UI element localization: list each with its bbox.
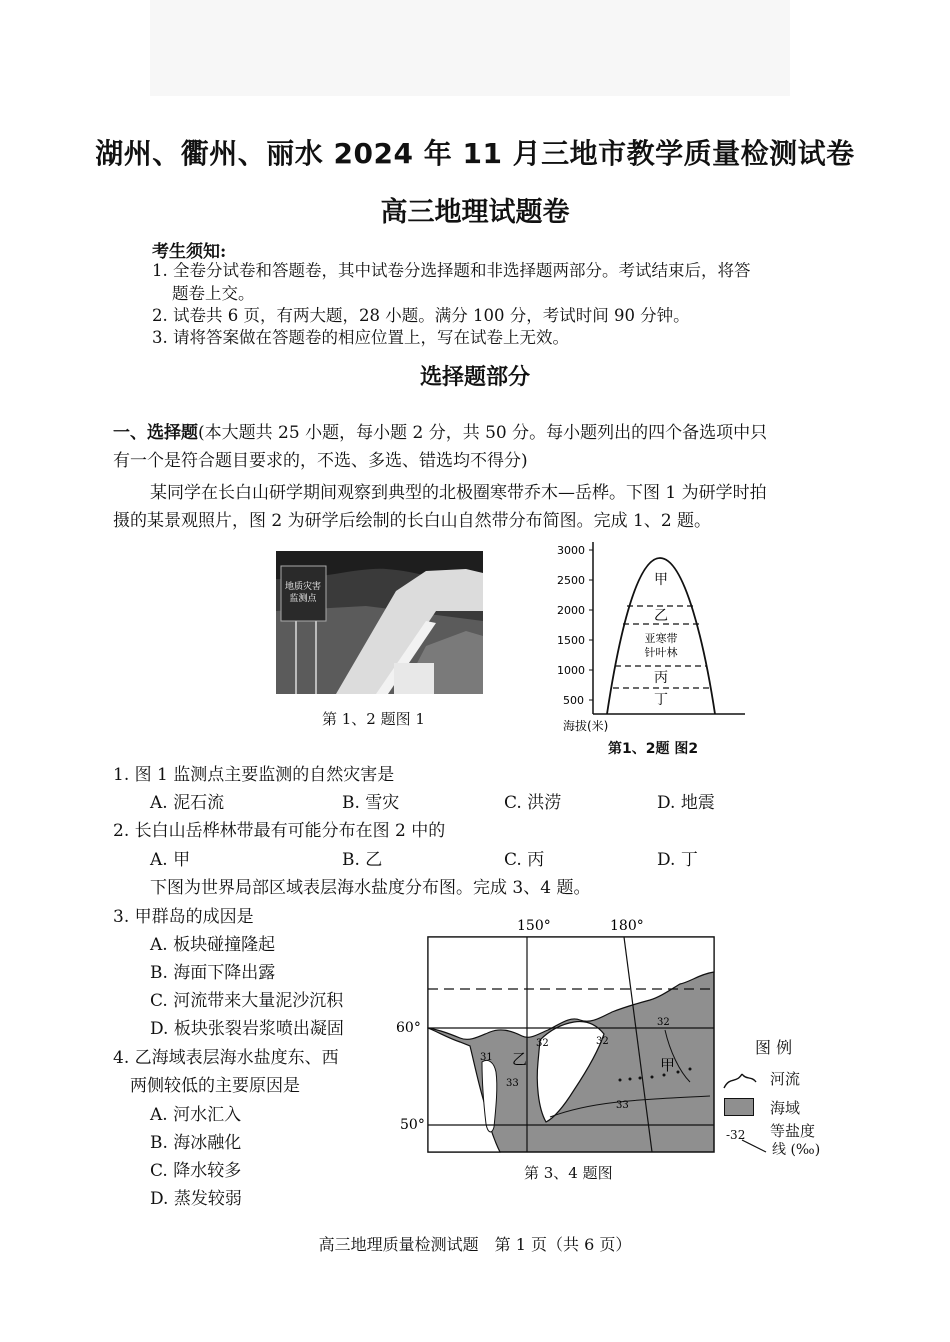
question-type-label: 一、选择题 <box>113 423 198 443</box>
notice-item: 题卷上交。 <box>172 284 255 303</box>
option-b: B. 乙 <box>342 850 383 870</box>
map-caption: 第 3、4 题图 <box>524 1164 613 1182</box>
question-stem: 4. 乙海域表层海水盐度东、西 <box>113 1048 339 1068</box>
place-label: 甲 <box>660 1056 676 1074</box>
figure2-caption: 第1、2题 图2 <box>608 741 699 757</box>
option-d: D. 蒸发较弱 <box>150 1189 242 1209</box>
option-b: B. 海面下降出露 <box>150 963 276 983</box>
sea-legend-swatch <box>724 1098 754 1116</box>
river-legend-icon <box>720 1066 760 1096</box>
notice-item: 2. 试卷共 6 页，有两大题，28 小题。满分 100 分，考试时间 90 分钟。 <box>152 306 690 325</box>
question-stem: 3. 甲群岛的成因是 <box>113 907 254 927</box>
isoline-label: 31 <box>480 1052 493 1063</box>
y-tick: 500 <box>563 694 584 707</box>
legend-isoline-sample: -32 <box>726 1128 746 1142</box>
option-c: C. 降水较多 <box>150 1161 242 1181</box>
option-c: C. 丙 <box>504 850 545 870</box>
isoline-label: 32 <box>536 1038 549 1049</box>
y-axis-label: 海拔(米) <box>563 719 609 733</box>
scan-top-band <box>150 0 790 96</box>
legend-isoline-unit: 线 (‰) <box>772 1142 821 1158</box>
passage-line: 某同学在长白山研学期间观察到典型的北极圈寒带乔木—岳桦。下图 1 为研学时拍 <box>150 483 767 503</box>
legend-isoline: 等盐度 <box>770 1122 816 1140</box>
zone-label: 丁 <box>654 692 668 708</box>
question-stem: 2. 长白山岳桦林带最有可能分布在图 2 中的 <box>113 821 446 841</box>
zone-label: 乙 <box>654 608 668 624</box>
option-d: D. 地震 <box>657 793 715 813</box>
lon-label: 180° <box>610 918 644 934</box>
isoline-label: 32 <box>657 1017 670 1028</box>
lat-label: 50° <box>400 1117 425 1133</box>
section-title: 选择题部分 <box>419 365 530 390</box>
legend-sea: 海域 <box>770 1099 801 1117</box>
isoline-legend-icon <box>740 1136 770 1156</box>
option-a: A. 河水汇入 <box>150 1105 242 1125</box>
option-d: D. 板块张裂岩浆喷出凝固 <box>150 1019 344 1039</box>
notice-item: 1. 全卷分试卷和答题卷，其中试卷分选择题和非选择题两部分。考试结束后，将答 <box>152 261 751 280</box>
option-a: A. 甲 <box>150 850 191 870</box>
legend-title: 图 例 <box>755 1038 793 1057</box>
option-b: B. 雪灾 <box>342 793 400 813</box>
notice-item: 3. 请将答案做在答题卷的相应位置上，写在试卷上无效。 <box>152 328 569 347</box>
legend-river: 河流 <box>770 1070 801 1088</box>
option-b: B. 海冰融化 <box>150 1133 242 1153</box>
zone-diagram <box>555 538 755 738</box>
option-c: C. 河流带来大量泥沙沉积 <box>150 991 344 1011</box>
sign-text: 监测点 <box>289 594 317 604</box>
option-d: D. 丁 <box>657 850 698 870</box>
question-type-desc: (本大题共 25 小题，每小题 2 分，共 50 分。每小题列出的四个备选项中只 <box>198 423 768 443</box>
lon-label: 150° <box>517 918 551 934</box>
question-stem: 两侧较低的主要原因是 <box>130 1076 300 1096</box>
question-type-line <box>113 418 767 443</box>
isoline-label: 33 <box>506 1078 519 1089</box>
y-tick: 3000 <box>557 544 585 557</box>
passage-line: 下图为世界局部区域表层海水盐度分布图。完成 3、4 题。 <box>150 878 591 898</box>
lat-label: 60° <box>396 1020 421 1036</box>
option-a: A. 泥石流 <box>150 793 225 813</box>
zone-label: 丙 <box>654 670 668 686</box>
exam-title: 湖州、衢州、丽水 2024 年 11 月三地市教学质量检测试卷 <box>95 137 855 170</box>
isoline-label: 32 <box>596 1036 609 1047</box>
page-footer: 高三地理质量检测试题 第 1 页（共 6 页） <box>318 1235 632 1254</box>
sign-text: 地质灾害 <box>284 582 322 592</box>
y-tick: 1000 <box>557 664 585 677</box>
y-tick: 2500 <box>557 574 585 587</box>
figure1-caption: 第 1、2 题图 1 <box>322 710 425 728</box>
isoline-label: 33 <box>616 1100 629 1111</box>
option-a: A. 板块碰撞隆起 <box>150 935 276 955</box>
zone-label: 针叶林 <box>644 646 678 659</box>
zone-label: 亚寒带 <box>644 632 678 645</box>
landscape-photo <box>276 551 483 694</box>
place-label: 乙 <box>512 1050 528 1068</box>
passage-line: 摄的某景观照片，图 2 为研学后绘制的长白山自然带分布简图。完成 1、2 题。 <box>113 511 712 531</box>
y-tick: 2000 <box>557 604 585 617</box>
notice-heading: 考生须知: <box>152 242 227 262</box>
zone-label: 甲 <box>654 572 668 588</box>
question-type-line2: 有一个是符合题目要求的，不选、多选、错选均不得分) <box>113 451 528 471</box>
question-stem: 1. 图 1 监测点主要监测的自然灾害是 <box>113 765 395 785</box>
option-c: C. 洪涝 <box>504 793 562 813</box>
exam-subtitle: 高三地理试题卷 <box>380 197 570 228</box>
y-tick: 1500 <box>557 634 585 647</box>
